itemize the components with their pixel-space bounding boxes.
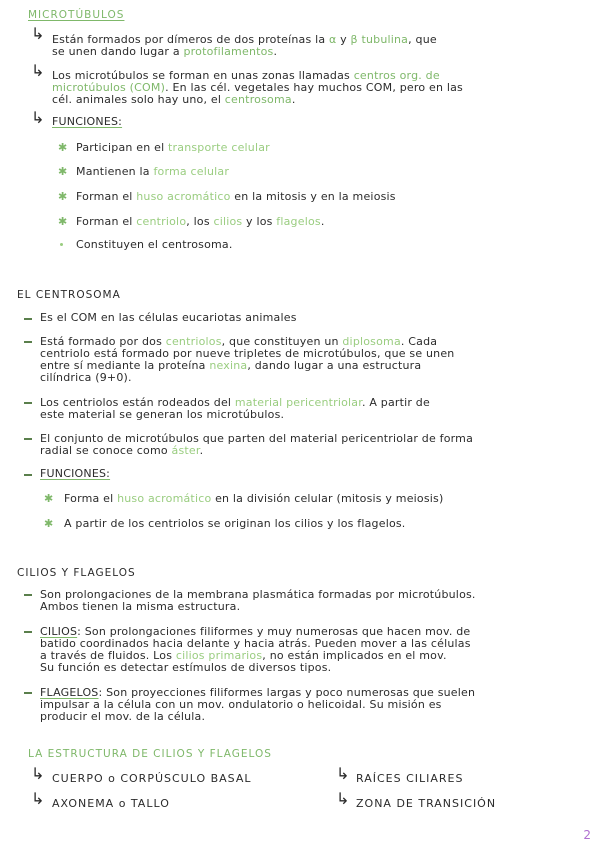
- dash-icon: [24, 318, 32, 320]
- paragraph-line: Los microtúbulos se forman en unas zonas llamadas centros org. de: [52, 69, 440, 82]
- funciones-label: FUNCIONES:: [52, 115, 123, 128]
- bullet-star-icon: ✱: [58, 141, 68, 154]
- dash-icon: [24, 594, 32, 596]
- dash-icon: [24, 438, 32, 440]
- paragraph-line: Están formados por dímeros de dos proteínas la α y β tubulina, que: [52, 33, 437, 46]
- paragraph-line: CILIOS: Son prolongaciones filiformes y muy numerosas que hacen mov. de: [40, 625, 471, 638]
- paragraph-line: Está formado por dos centriolos, que constituyen un diplosoma. Cada: [40, 335, 438, 348]
- structure-item: CUERPO o CORPÚSCULO BASAL: [52, 772, 252, 785]
- arrow-icon: ↳: [31, 789, 45, 808]
- structure-item: AXONEMA o TALLO: [52, 797, 170, 810]
- list-item: A partir de los centriolos se originan los cilios y los flagelos.: [64, 517, 406, 530]
- page-number: 2: [583, 828, 591, 842]
- list-item: Forman el centriolo, los cilios y los flagelos.: [76, 215, 325, 228]
- paragraph-line: cél. animales solo hay uno, el centrosoma.: [52, 93, 296, 106]
- paragraph-line: Su función es detectar estímulos de diversos tipos.: [40, 661, 332, 674]
- section-title-centrosoma: EL CENTROSOMA: [17, 289, 121, 301]
- dash-icon: [24, 474, 32, 476]
- dash-icon: [24, 341, 32, 343]
- paragraph-line: cilíndrica (9+0).: [40, 371, 132, 384]
- list-item: Forma el huso acromático en la división celular (mitosis y meiosis): [64, 492, 444, 505]
- list-item: Participan en el transporte celular: [76, 141, 270, 154]
- arrow-icon: ↳: [31, 24, 45, 43]
- list-item: Constituyen el centrosoma.: [76, 238, 233, 251]
- paragraph-line: Es el COM en las células eucariotas animales: [40, 311, 297, 324]
- bullet-star-icon: ✱: [58, 190, 68, 203]
- section-title-cilios: CILIOS Y FLAGELOS: [17, 567, 136, 579]
- section-title-microtubulos: MICROTÚBULOS: [28, 9, 125, 21]
- paragraph-line: Los centriolos están rodeados del material pericentriolar. A partir de: [40, 396, 430, 409]
- paragraph-line: se unen dando lugar a protofilamentos.: [52, 45, 278, 58]
- dash-icon: [24, 692, 32, 694]
- paragraph-line: este material se generan los microtúbulos.: [40, 408, 285, 421]
- bullet-star-icon: ✱: [44, 492, 54, 505]
- paragraph-line: centriolo está formado por nueve tripletes de microtúbulos, que se unen: [40, 347, 455, 360]
- paragraph-line: El conjunto de microtúbulos que parten del material pericentriolar de forma: [40, 432, 474, 445]
- dash-icon: [24, 631, 32, 633]
- paragraph-line: microtúbulos (COM). En las cél. vegetales hay muchos COM, pero en las: [52, 81, 463, 94]
- arrow-icon: ↳: [31, 108, 45, 127]
- structure-item: ZONA DE TRANSICIÓN: [356, 797, 497, 810]
- funciones-label: FUNCIONES:: [40, 467, 111, 480]
- bullet-dot-icon: [60, 243, 63, 246]
- structure-item: RAÍCES CILIARES: [356, 772, 464, 785]
- paragraph-line: a través de fluidos. Los cilios primarios, no están implicados en el mov.: [40, 649, 447, 662]
- paragraph-line: Son prolongaciones de la membrana plasmática formadas por microtúbulos.: [40, 588, 476, 601]
- list-item: Forman el huso acromático en la mitosis y en la meiosis: [76, 190, 396, 203]
- bullet-star-icon: ✱: [58, 165, 68, 178]
- arrow-icon: ↳: [336, 764, 350, 783]
- paragraph-line: producir el mov. de la célula.: [40, 710, 206, 723]
- bullet-star-icon: ✱: [44, 517, 54, 530]
- paragraph-line: Ambos tienen la misma estructura.: [40, 600, 241, 613]
- paragraph-line: impulsar a la célula con un mov. ondulatorio o helicoidal. Su misión es: [40, 698, 442, 711]
- paragraph-line: entre sí mediante la proteína nexina, dando lugar a una estructura: [40, 359, 422, 372]
- section-title-estructura: LA ESTRUCTURA DE CILIOS Y FLAGELOS: [28, 748, 272, 760]
- arrow-icon: ↳: [31, 764, 45, 783]
- arrow-icon: ↳: [336, 789, 350, 808]
- dash-icon: [24, 402, 32, 404]
- paragraph-line: batido coordinados hacia delante y hacia atrás. Pueden mover a las células: [40, 637, 471, 650]
- paragraph-line: FLAGELOS: Son proyecciones filiformes largas y poco numerosas que suelen: [40, 686, 476, 699]
- list-item: Mantienen la forma celular: [76, 165, 230, 178]
- paragraph-line: radial se conoce como áster.: [40, 444, 204, 457]
- arrow-icon: ↳: [31, 61, 45, 80]
- bullet-star-icon: ✱: [58, 215, 68, 228]
